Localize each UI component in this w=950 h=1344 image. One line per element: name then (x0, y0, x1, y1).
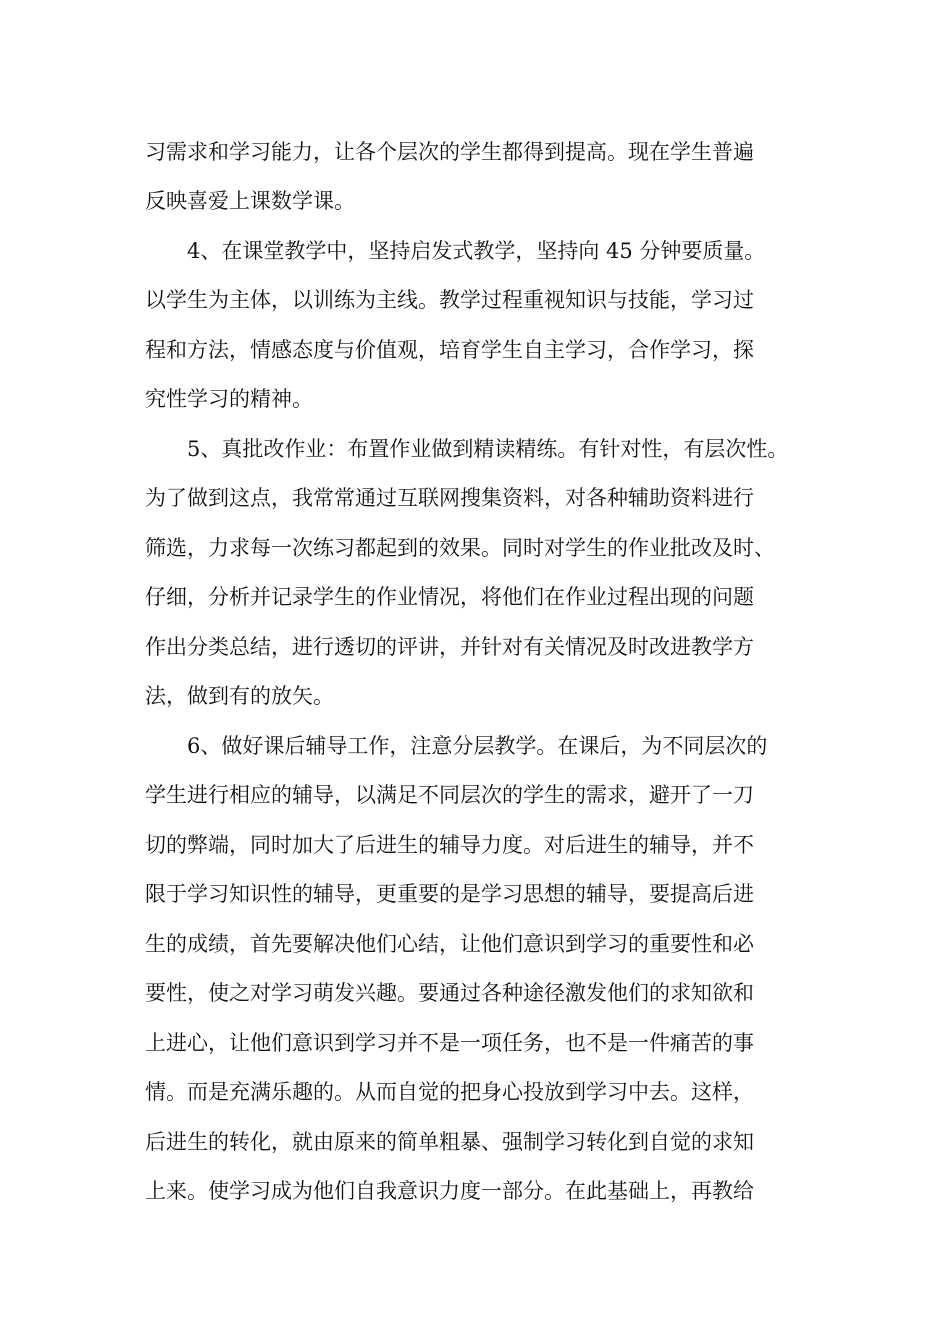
text-line: 筛选，力求每一次练习都起到的效果。同时对学生的作业批改及时、 (145, 536, 775, 560)
text-line: 上进心，让他们意识到学习并不是一项任务，也不是一件痛苦的事 (145, 1031, 754, 1055)
paragraph-4-first-line: 4、在课堂教学中，坚持启发式教学，坚持向 45 分钟要质量。 (187, 239, 766, 263)
text-line: 究性学习的精神。 (145, 387, 313, 411)
text-line: 限于学习知识性的辅导，更重要的是学习思想的辅导，要提高后进 (145, 882, 754, 906)
text-line: 以学生为主体，以训练为主线。教学过程重视知识与技能，学习过 (145, 288, 754, 312)
text-line: 程和方法，情感态度与价值观，培育学生自主学习，合作学习，探 (145, 338, 754, 362)
text-line: 要性，使之对学习萌发兴趣。要通过各种途径激发他们的求知欲和 (145, 981, 754, 1005)
text-line: 作出分类总结，进行透切的评讲，并针对有关情况及时改进教学方 (145, 635, 754, 659)
text-line: 切的弊端，同时加大了后进生的辅导力度。对后进生的辅导，并不 (145, 833, 754, 857)
text-line: 为了做到这点，我常常通过互联网搜集资料，对各种辅助资料进行 (145, 486, 754, 510)
paragraph-5-first-line: 5、真批改作业：布置作业做到精读精练。有针对性，有层次性。 (187, 437, 789, 461)
text-line: 学生进行相应的辅导，以满足不同层次的学生的需求，避开了一刀 (145, 783, 754, 807)
text-line: 习需求和学习能力，让各个层次的学生都得到提高。现在学生普遍 (145, 140, 754, 164)
text-line: 法，做到有的放矢。 (145, 684, 334, 708)
text-line: 仔细，分析并记录学生的作业情况，将他们在作业过程出现的问题 (145, 585, 754, 609)
text-line: 后进生的转化，就由原来的简单粗暴、强制学习转化到自觉的求知 (145, 1130, 754, 1154)
text-line: 生的成绩，首先要解决他们心结，让他们意识到学习的重要性和必 (145, 932, 754, 956)
text-line: 反映喜爱上课数学课。 (145, 189, 355, 213)
text-line: 上来。使学习成为他们自我意识力度一部分。在此基础上，再教给 (145, 1179, 754, 1203)
paragraph-6-first-line: 6、做好课后辅导工作，注意分层教学。在课后，为不同层次的 (187, 734, 768, 758)
text-line: 情。而是充满乐趣的。从而自觉的把身心投放到学习中去。这样， (145, 1080, 754, 1104)
